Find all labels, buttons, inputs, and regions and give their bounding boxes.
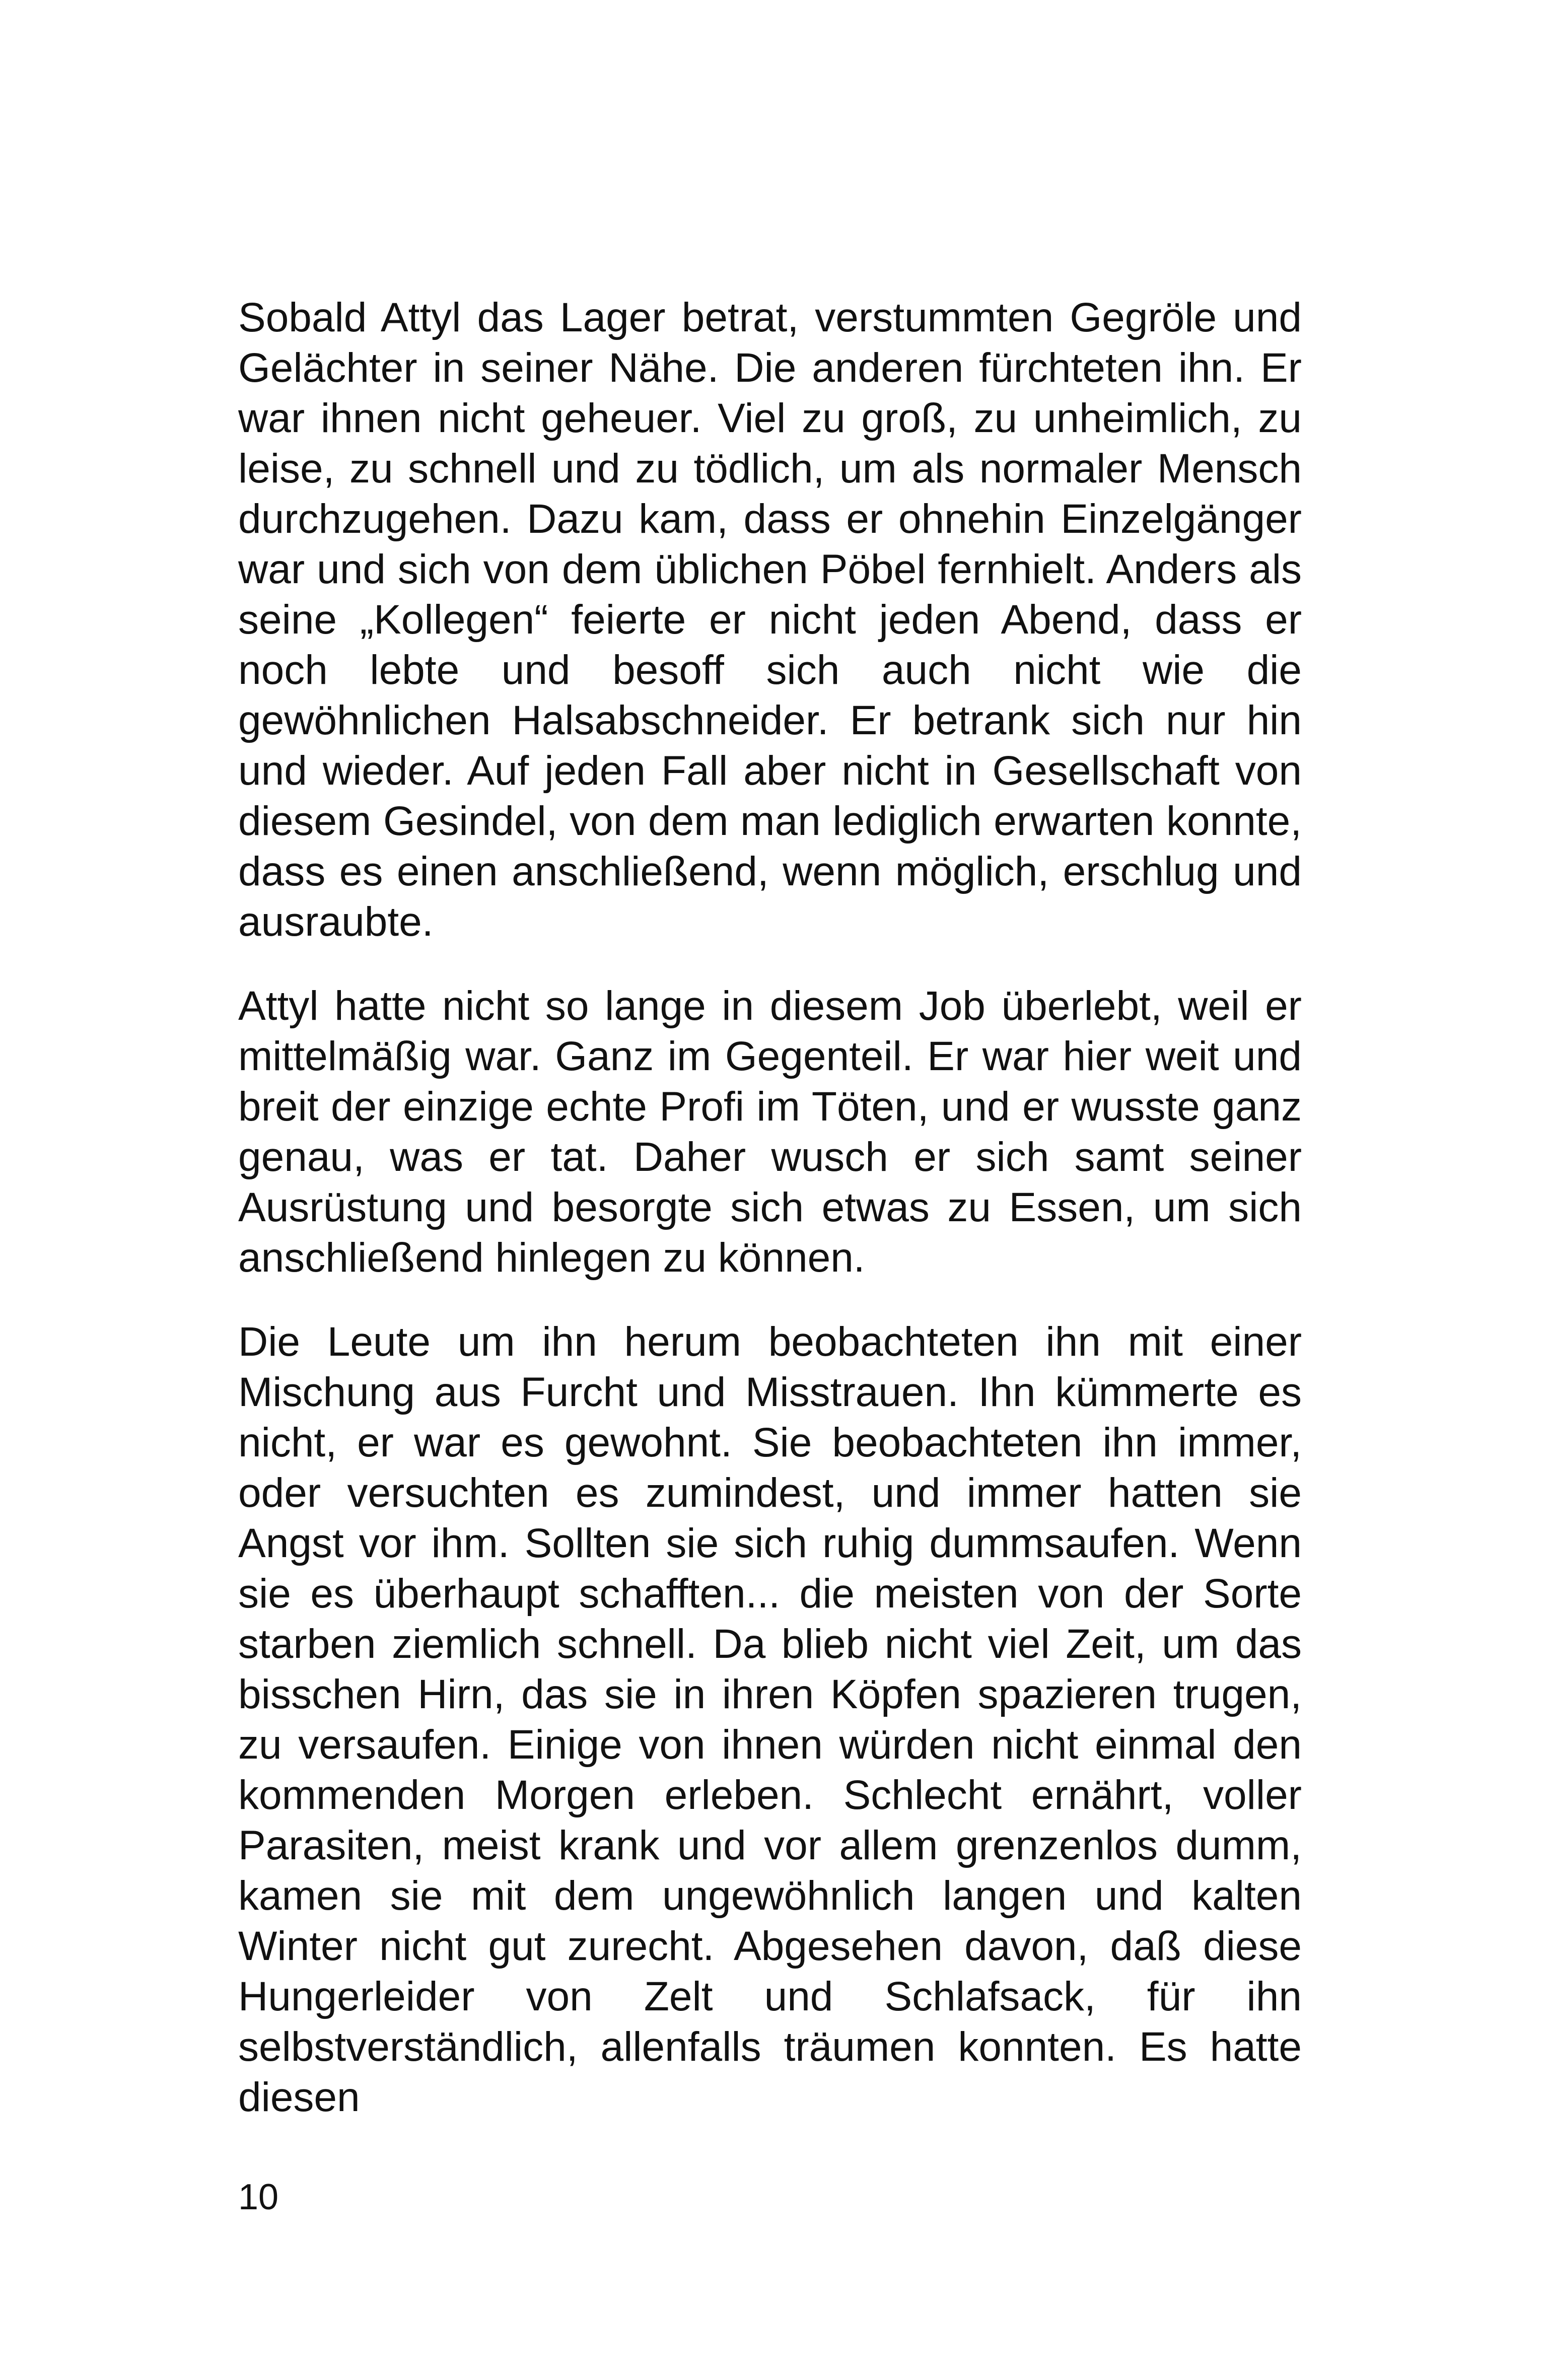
paragraph-3: Die Leute um ihn herum beobachteten ihn mit einer Mischung aus Furcht und Misstrauen. Ihn kümmerte es nicht, er war es gewohnt. Sie beobachteten ihn immer, oder versuchten es zumindest, und immer hatten sie Angst vor ihm. Sollten sie sich ruhig dummsaufen. Wenn sie es überhaupt schafften... die meisten von der Sorte starben ziemlich schnell. Da blieb nicht viel Zeit, um das bisschen Hirn, das sie in ihren Köpfen spazieren trugen, zu versaufen. Einige von ihnen würden nicht einmal den kommenden Morgen erleben. Schlecht ernährt, voller Parasiten, meist krank und vor allem grenzenlos dumm, kamen sie mit dem ungewöhnlich langen und kalten Winter nicht gut zurecht. Abgesehen davon, daß diese Hungerleider von Zelt und Schlafsack, für ihn selbstverständlich, allenfalls träumen konnten. Es hatte diesen (238, 1319, 1302, 2120)
body-text (238, 293, 1302, 2123)
paragraph-1: Sobald Attyl das Lager betrat, verstummten Gegröle und Gelächter in seiner Nähe. Die anderen fürchteten ihn. Er war ihnen nicht geheuer. Viel zu groß, zu unheimlich, zu leise, zu schnell und zu tödlich, um als normaler Mensch durchzugehen. Dazu kam, dass er ohnehin Einzelgänger war und sich von dem üblichen Pöbel fernhielt. Anders als seine „Kollegen“ feierte er nicht jeden Abend, dass er noch lebte und besoff sich auch nicht wie die gewöhnlichen Halsabschneider. Er betrank sich nur hin und wieder. Auf jeden Fall aber nicht in Gesellschaft von diesem Gesindel, von dem man lediglich erwarten konnte, dass es einen anschließend, wenn möglich, erschlug und ausraubte. (238, 295, 1302, 945)
paragraph-2: Attyl hatte nicht so lange in diesem Job überlebt, weil er mittelmäßig war. Ganz im Gegenteil. Er war hier weit und breit der einzige echte Profi im Töten, und er wusste ganz genau, was er tat. Daher wusch er sich samt seiner Ausrüstung und besorgte sich etwas zu Essen, um sich anschließend hinlegen zu können. (238, 983, 1302, 1281)
page-number: 10 (238, 2177, 279, 2217)
